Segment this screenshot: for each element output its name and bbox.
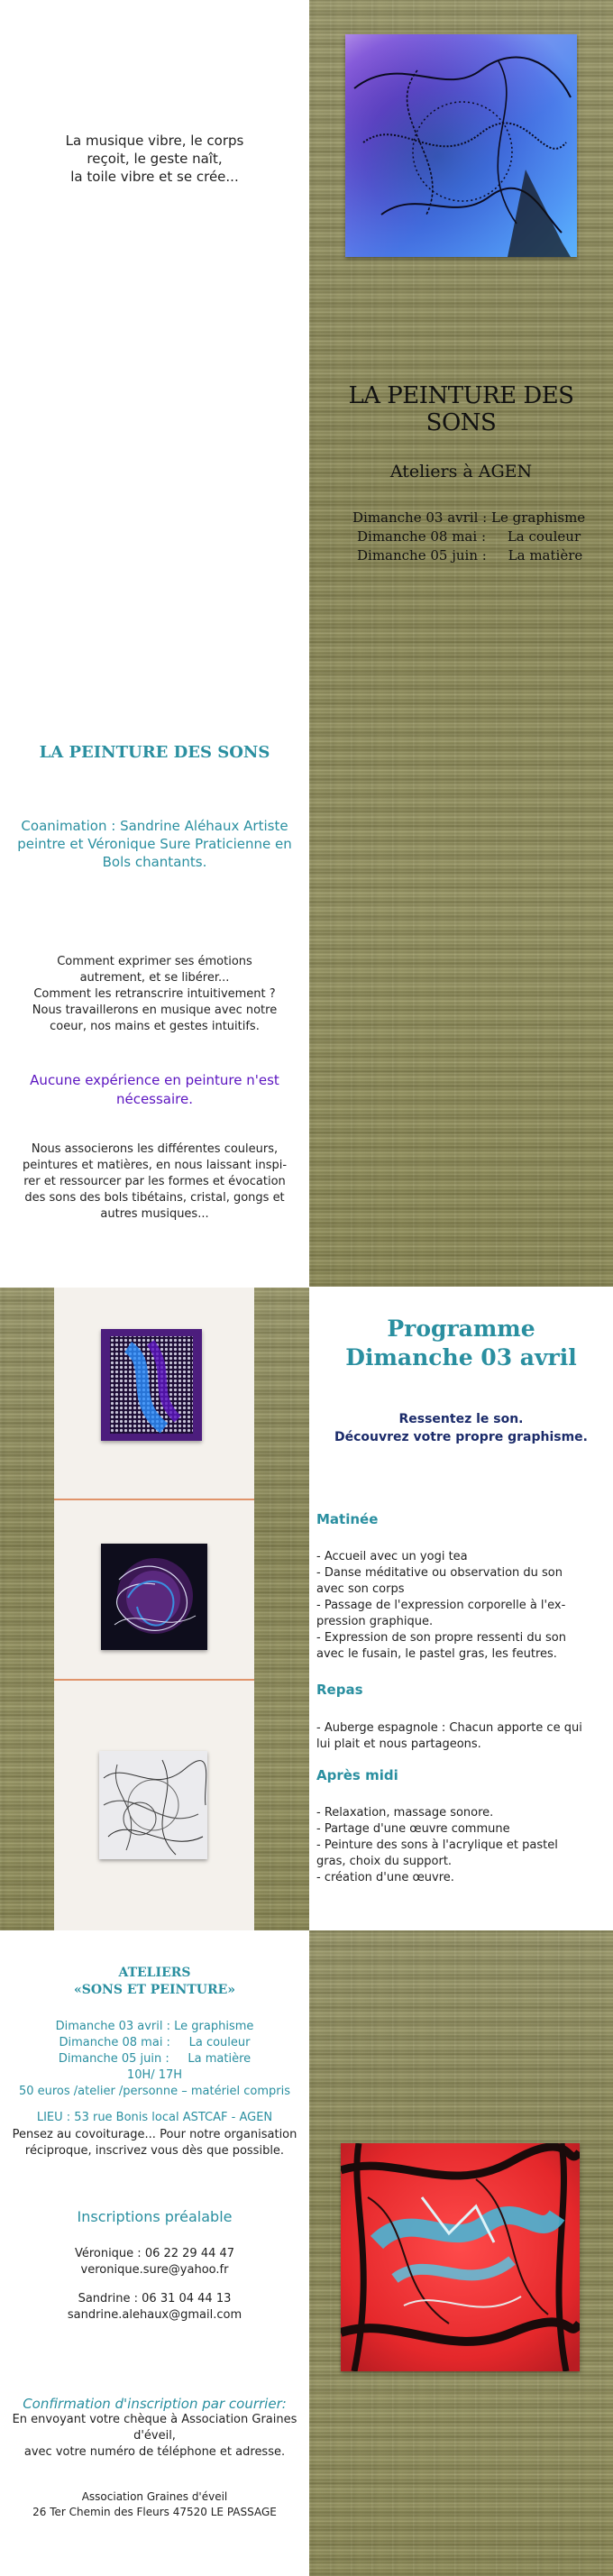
cover-date-row	[352, 546, 613, 565]
question-line: Comment exprimer ses émotions	[57, 955, 252, 968]
paintings-paper	[54, 1288, 254, 1930]
confirmation-text	[0, 2412, 309, 2461]
ateliers-dates	[0, 2019, 309, 2100]
back-cover-panel	[309, 1930, 613, 2576]
program-line: - Peinture des sons à l'acrylique et pastel	[316, 1838, 558, 1852]
association-address	[0, 2489, 309, 2520]
ateliers-heading	[0, 1965, 309, 1999]
intro-coanimation	[0, 817, 309, 871]
program-subtitle	[309, 1410, 613, 1446]
ateliers-heading-line: ATELIERS	[118, 1966, 191, 1980]
painting-red-blue-image	[341, 2143, 580, 2371]
confirmation-line: d'éveil,	[133, 2429, 176, 2443]
cover-date: Dimanche 05 juin :	[357, 547, 487, 564]
program-line: avec le fusain, le pastel gras, les feutres.	[316, 1647, 557, 1661]
section-body-apres-midi	[316, 1805, 610, 1886]
description-line: Nous associerons les différentes couleurs,	[31, 1142, 279, 1156]
separator-line	[54, 1499, 254, 1500]
no-experience-line: nécessaire.	[115, 1091, 194, 1107]
program-line: lui plait et nous partageons.	[316, 1737, 481, 1751]
painting-red-blue	[341, 2143, 580, 2371]
section-heading-matinee: Matinée	[316, 1511, 379, 1527]
confirmation-heading: Confirmation d'inscription par courrier:	[23, 2396, 287, 2412]
intro-description	[0, 1141, 309, 1223]
ateliers-location: LIEU : 53 rue Bonis local ASTCAF - AGEN	[36, 2111, 273, 2124]
ateliers-panel	[0, 1930, 309, 2576]
question-line: autrement, et se libérer...	[79, 971, 230, 985]
covoiturage-line: Pensez au covoiturage... Pour notre organisation	[12, 2128, 297, 2141]
ateliers-covoiturage	[0, 2127, 309, 2159]
section-body-matinee	[316, 1549, 610, 1663]
intro-panel	[0, 379, 309, 1287]
confirmation-line: avec votre numéro de téléphone et adresse.	[23, 2445, 286, 2459]
intro-question	[0, 954, 309, 1035]
program-line: - Expression de son propre ressenti du son	[316, 1631, 566, 1645]
painting-dark-swirl	[101, 1544, 207, 1650]
painting-grey-lines-image	[99, 1751, 207, 1859]
cover-right-panel	[309, 0, 613, 1287]
ateliers-date: Dimanche 05 juin :	[58, 2052, 169, 2066]
tagline-line: La musique vibre, le corps	[65, 133, 244, 149]
cover-date: Dimanche 03 avril :	[352, 509, 488, 526]
ateliers-price: 50 euros /atelier /personne – matériel compris	[18, 2085, 291, 2098]
program-line: - Accueil avec un yogi tea	[316, 1550, 468, 1563]
cover-date-topic: La couleur	[507, 528, 581, 545]
cover-title-line: LA PEINTURE DES	[348, 382, 574, 409]
cover-date-topic: Le graphisme	[491, 509, 586, 526]
address-line: 26 Ter Chemin des Fleurs 47520 LE PASSAGE	[32, 2506, 277, 2518]
description-line: peintures et matières, en nous laissant inspi-	[22, 1159, 288, 1172]
painting-mesh	[101, 1329, 202, 1441]
ateliers-date-row	[0, 2051, 309, 2067]
section-heading-repas: Repas	[316, 1682, 363, 1698]
cover-date: Dimanche 08 mai :	[357, 528, 486, 545]
ateliers-date-topic: Le graphisme	[174, 2020, 254, 2033]
cover-date-topic: La matière	[508, 547, 583, 564]
program-line: - création d'une œuvre.	[316, 1871, 454, 1884]
question-line: Nous travaillerons en musique avec notre	[32, 1004, 278, 1017]
cover-tagline	[0, 132, 309, 186]
confirmation-line: En envoyant votre chèque à Association Graines	[12, 2413, 297, 2426]
painting-blue-purple-image	[345, 34, 577, 257]
contact-phone: Véronique : 06 22 29 44 47	[74, 2247, 235, 2260]
address-line: Association Graines d'éveil	[81, 2490, 228, 2503]
cover-date-row	[352, 509, 613, 527]
tagline-line: reçoit, le geste naît,	[87, 151, 223, 167]
painting-blue-purple	[345, 34, 577, 257]
cover-left-panel	[0, 0, 309, 379]
cover-title-line: SONS	[425, 409, 497, 436]
painting-mesh-image	[101, 1329, 202, 1441]
no-experience-line: Aucune expérience en peinture n'est	[30, 1072, 279, 1088]
coanimation-line: peintre et Véronique Sure Praticienne en	[17, 836, 292, 852]
cover-subtitle: Ateliers à AGEN	[389, 462, 533, 481]
program-title	[309, 1315, 613, 1372]
intro-no-experience	[0, 1071, 309, 1109]
program-subtitle-line: Découvrez votre propre graphisme.	[334, 1430, 588, 1444]
ateliers-date-row	[0, 2019, 309, 2035]
cover-dates	[352, 509, 613, 565]
coanimation-line: Coanimation : Sandrine Aléhaux Artiste	[21, 818, 288, 834]
contact-sandrine	[0, 2291, 309, 2324]
ateliers-date-topic: La couleur	[188, 2036, 251, 2049]
section-body-repas	[316, 1720, 613, 1753]
program-line: - Auberge espagnole : Chacun apporte ce qui	[316, 1721, 582, 1735]
painting-dark-swirl-image	[101, 1544, 207, 1650]
description-line: des sons des bols tibétains, cristal, gongs et	[24, 1191, 285, 1205]
ateliers-date: Dimanche 08 mai :	[59, 2036, 170, 2049]
program-line: - Relaxation, massage sonore.	[316, 1806, 494, 1820]
question-line: Comment les retranscrire intuitivement ?	[33, 987, 276, 1001]
painting-grey-lines	[99, 1751, 207, 1859]
description-line: autres musiques...	[100, 1207, 209, 1221]
program-line: - Danse méditative ou observation du son	[316, 1566, 563, 1580]
program-line: - Partage d'une œuvre commune	[316, 1822, 510, 1836]
program-line: gras, choix du support.	[316, 1855, 453, 1868]
contact-email[interactable]: veronique.sure@yahoo.fr	[80, 2263, 229, 2277]
program-panel	[309, 1288, 613, 1930]
description-line: rer et ressourcer par les formes et évocation	[23, 1175, 286, 1188]
inscriptions-heading: Inscriptions préalable	[77, 2208, 233, 2225]
ateliers-date-row	[0, 2035, 309, 2051]
program-title-line: Dimanche 03 avril	[345, 1344, 577, 1371]
cover-title	[309, 382, 613, 436]
ateliers-date: Dimanche 03 avril :	[55, 2020, 171, 2033]
paintings-panel	[0, 1288, 309, 1930]
ateliers-heading-line: «SONS ET PEINTURE»	[73, 1983, 236, 1997]
program-line: avec son corps	[316, 1582, 405, 1596]
contact-phone: Sandrine : 06 31 04 44 13	[78, 2292, 232, 2306]
tagline-line: la toile vibre et se crée...	[70, 169, 239, 185]
program-subtitle-line: Ressentez le son.	[398, 1412, 524, 1426]
program-line: pression graphique.	[316, 1615, 434, 1628]
separator-line	[54, 1679, 254, 1681]
intro-heading: LA PEINTURE DES SONS	[39, 743, 270, 762]
program-line: - Passage de l'expression corporelle à l'ex-	[316, 1599, 566, 1612]
ateliers-date-topic: La matière	[188, 2052, 252, 2066]
contact-veronique	[0, 2246, 309, 2278]
coanimation-line: Bols chantants.	[102, 854, 207, 870]
contact-email[interactable]: sandrine.alehaux@gmail.com	[67, 2308, 242, 2322]
program-title-line: Programme	[387, 1316, 535, 1342]
question-line: coeur, nos mains et gestes intuitifs.	[50, 1020, 260, 1033]
section-heading-apres-midi: Après midi	[316, 1767, 398, 1783]
covoiturage-line: réciproque, inscrivez vous dès que possible.	[24, 2144, 285, 2158]
ateliers-hours: 10H/ 17H	[126, 2068, 183, 2082]
cover-date-row	[352, 527, 613, 546]
